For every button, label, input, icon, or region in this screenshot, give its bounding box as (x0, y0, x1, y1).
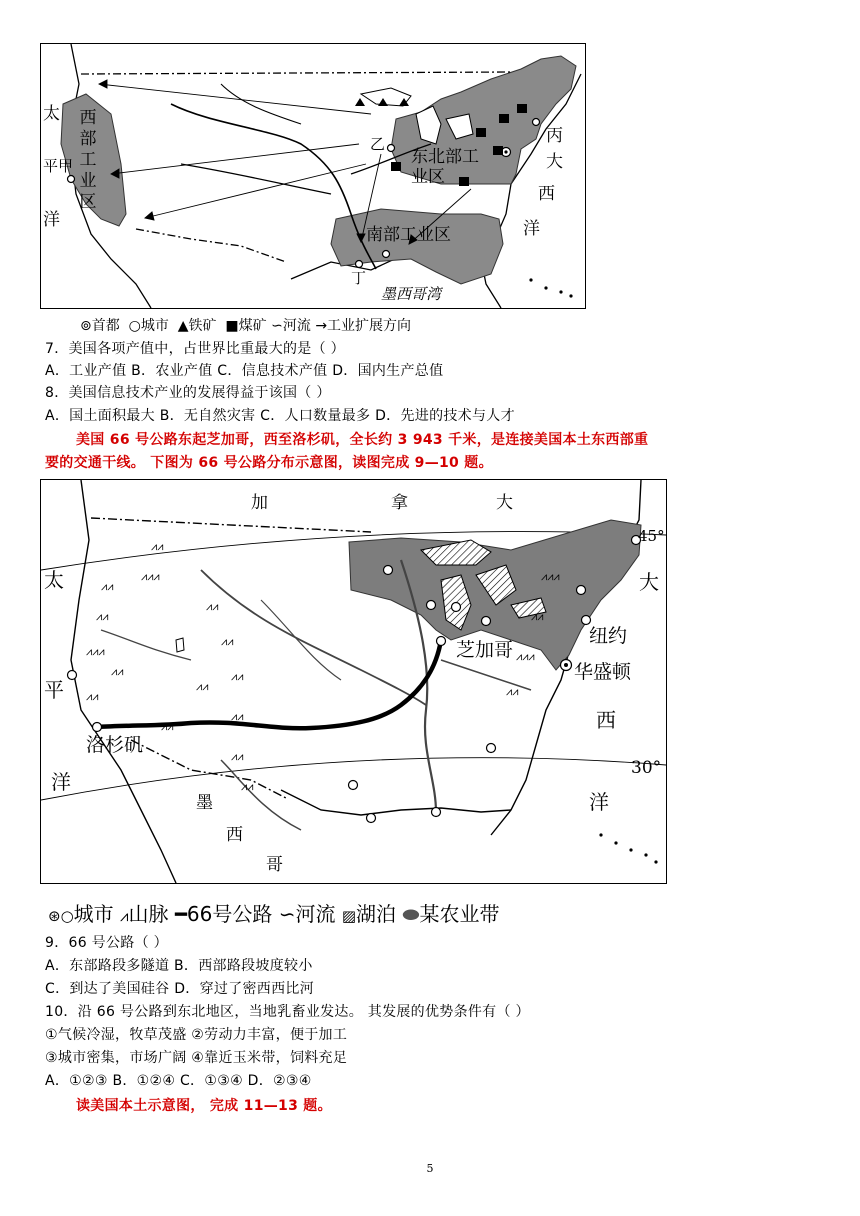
label-jia: 加 (251, 493, 268, 513)
legend-iron: 铁矿 (188, 318, 217, 334)
legend-agri-belt: 某农业带 (419, 902, 500, 926)
question-10-item-1: ①气候冷湿，牧草茂盛 ②劳动力丰富，便于加工 (45, 1027, 348, 1043)
label-ding: 丁 (351, 269, 367, 287)
question-9-options-cd: C．到达了美国硅谷 D．穿过了密西西比河 (45, 981, 315, 997)
map2-drawing (41, 480, 666, 883)
svg-text:⩘⩘: ⩘⩘ (111, 665, 124, 678)
lake-icon: ▨ (341, 907, 357, 925)
label-ge: 哥 (266, 855, 283, 875)
svg-text:⩘⩘: ⩘⩘ (231, 710, 244, 723)
map1-legend (80, 315, 411, 335)
svg-text:⩘⩘: ⩘⩘ (101, 580, 114, 593)
question-8: 8．美国信息技术产业的发展得益于该国（ ） (45, 385, 331, 401)
svg-text:⩘⩘: ⩘⩘ (506, 685, 519, 698)
arrow-icon: → (315, 318, 328, 334)
label-yang-right: 洋 (523, 219, 540, 239)
label-south-region: 南部工业区 (366, 225, 451, 245)
question-10-item-2: ③城市密集，市场广阔 ④靠近玉米带，饲料充足 (45, 1050, 348, 1066)
question-7-options: A．工业产值 B．农业产值 C．信息技术产值 D．国内生产总值 (45, 363, 444, 379)
coal-icon: ■ (220, 318, 239, 334)
river-icon: ∽ (271, 318, 283, 334)
intro-9-10-line1: 美国 66 号公路东起芝加哥，西至洛杉矶，全长约 3 943 千米，是连接美国本土东西部重 (76, 432, 649, 448)
intro-9-10-line2: 要的交通干线。 下图为 66 号公路分布示意图，读图完成 9—10 题。 (45, 455, 493, 471)
intro-11-13: 读美国本土示意图， 完成 11—13 题。 (76, 1098, 332, 1114)
question-9-options-ab: A．东部路段多隧道 B．西部路段坡度较小 (45, 958, 313, 974)
question-9: 9．66 号公路（ ） (45, 935, 168, 951)
label-yang-left: 洋 (51, 770, 71, 794)
question-10-options: A．①②③ B．①②④ C．①③④ D．②③④ (45, 1073, 312, 1089)
city-icon: ⊛○ (48, 907, 74, 925)
question-10: 10．沿 66 号公路到东北地区，当地乳畜业发达。 其发展的优势条件有（ ） (45, 1004, 530, 1020)
label-xi: 西 (538, 184, 555, 204)
map-route-66 (40, 479, 667, 884)
label-gulf: 墨西哥湾 (381, 285, 442, 303)
label-xi-right: 西 (596, 708, 616, 732)
label-washington: 华盛顿 (574, 661, 632, 683)
question-7: 7．美国各项产值中，占世界比重最大的是（ ） (45, 341, 345, 357)
question-8-options: A．国土面积最大 B．无自然灾害 C．人口数量最多 D．先进的技术与人才 (45, 408, 515, 424)
label-da-right: 大 (639, 570, 659, 594)
svg-text:⩘⩘: ⩘⩘ (231, 750, 244, 763)
label-yi: 乙 (370, 135, 386, 153)
svg-text:⩘⩘: ⩘⩘ (531, 610, 544, 623)
label-da: 大 (546, 152, 563, 172)
svg-text:⩘⩘: ⩘⩘ (231, 670, 244, 683)
label-tai: 太 (44, 568, 64, 592)
label-bing: 丙 (546, 126, 563, 146)
legend-river: 河流 (295, 902, 336, 926)
label-west-region: 西部工业区 (79, 108, 97, 212)
capital-icon: ⊚ (80, 318, 92, 334)
svg-text:⩘⩘: ⩘⩘ (206, 600, 219, 613)
legend-lake: 湖泊 (356, 902, 397, 926)
mountain-icon: ⩘ (120, 907, 129, 925)
legend-arrow: 工业扩展方向 (327, 318, 412, 334)
label-na: 拿 (391, 493, 408, 513)
label-da-top: 大 (496, 493, 513, 513)
legend-capital: 首都 (91, 318, 120, 334)
iron-ore-icon: ▲ (173, 318, 189, 334)
svg-text:⩘⩘⩘: ⩘⩘⩘ (86, 645, 105, 658)
label-lat-45: 45° (638, 527, 665, 545)
svg-text:⩘⩘: ⩘⩘ (86, 690, 99, 703)
map1-drawing (41, 44, 585, 308)
legend-river: 河流 (282, 318, 311, 334)
svg-text:⩘⩘: ⩘⩘ (196, 680, 209, 693)
label-xi-mexico: 西 (226, 825, 243, 845)
river-icon: ∽ (278, 902, 296, 926)
label-ping: 平 (44, 678, 64, 702)
svg-text:⩘⩘⩘: ⩘⩘⩘ (541, 570, 560, 583)
city-icon: ○ (124, 318, 141, 334)
label-mo: 墨 (196, 793, 213, 813)
map-us-industrial-regions (40, 43, 586, 309)
svg-text:⩘⩘: ⩘⩘ (151, 540, 164, 553)
svg-text:⩘⩘⩘: ⩘⩘⩘ (516, 650, 535, 663)
svg-text:⩘⩘: ⩘⩘ (96, 610, 109, 623)
label-tai: 太 (43, 104, 60, 124)
legend-coal: 煤矿 (238, 318, 267, 334)
legend-city: 城市 (140, 318, 169, 334)
label-northeast-region: 东北部工业区 (411, 147, 479, 187)
svg-text:⩘⩘⩘: ⩘⩘⩘ (141, 570, 160, 583)
legend-city: 城市 (73, 902, 114, 926)
label-new-york: 纽约 (589, 625, 628, 647)
svg-text:⩘⩘: ⩘⩘ (161, 720, 174, 733)
label-lat-30: 30° (631, 758, 662, 778)
label-chicago: 芝加哥 (456, 639, 514, 661)
label-yang-right: 洋 (589, 790, 609, 814)
label-ping-jia: 平甲 (43, 157, 74, 175)
page-number: 5 (426, 1162, 434, 1175)
legend-route-66: 66号公路 (186, 902, 273, 926)
svg-text:⩘⩘: ⩘⩘ (221, 635, 234, 648)
label-yang-left: 洋 (43, 210, 60, 230)
label-los-angeles: 洛杉矶 (86, 734, 144, 756)
svg-text:⩘⩘: ⩘⩘ (241, 780, 254, 793)
agri-belt-icon: ⬬ (402, 902, 420, 926)
legend-mountain: 山脉 (128, 902, 169, 926)
map2-legend (48, 898, 499, 927)
highway-icon: ━ (174, 902, 187, 926)
